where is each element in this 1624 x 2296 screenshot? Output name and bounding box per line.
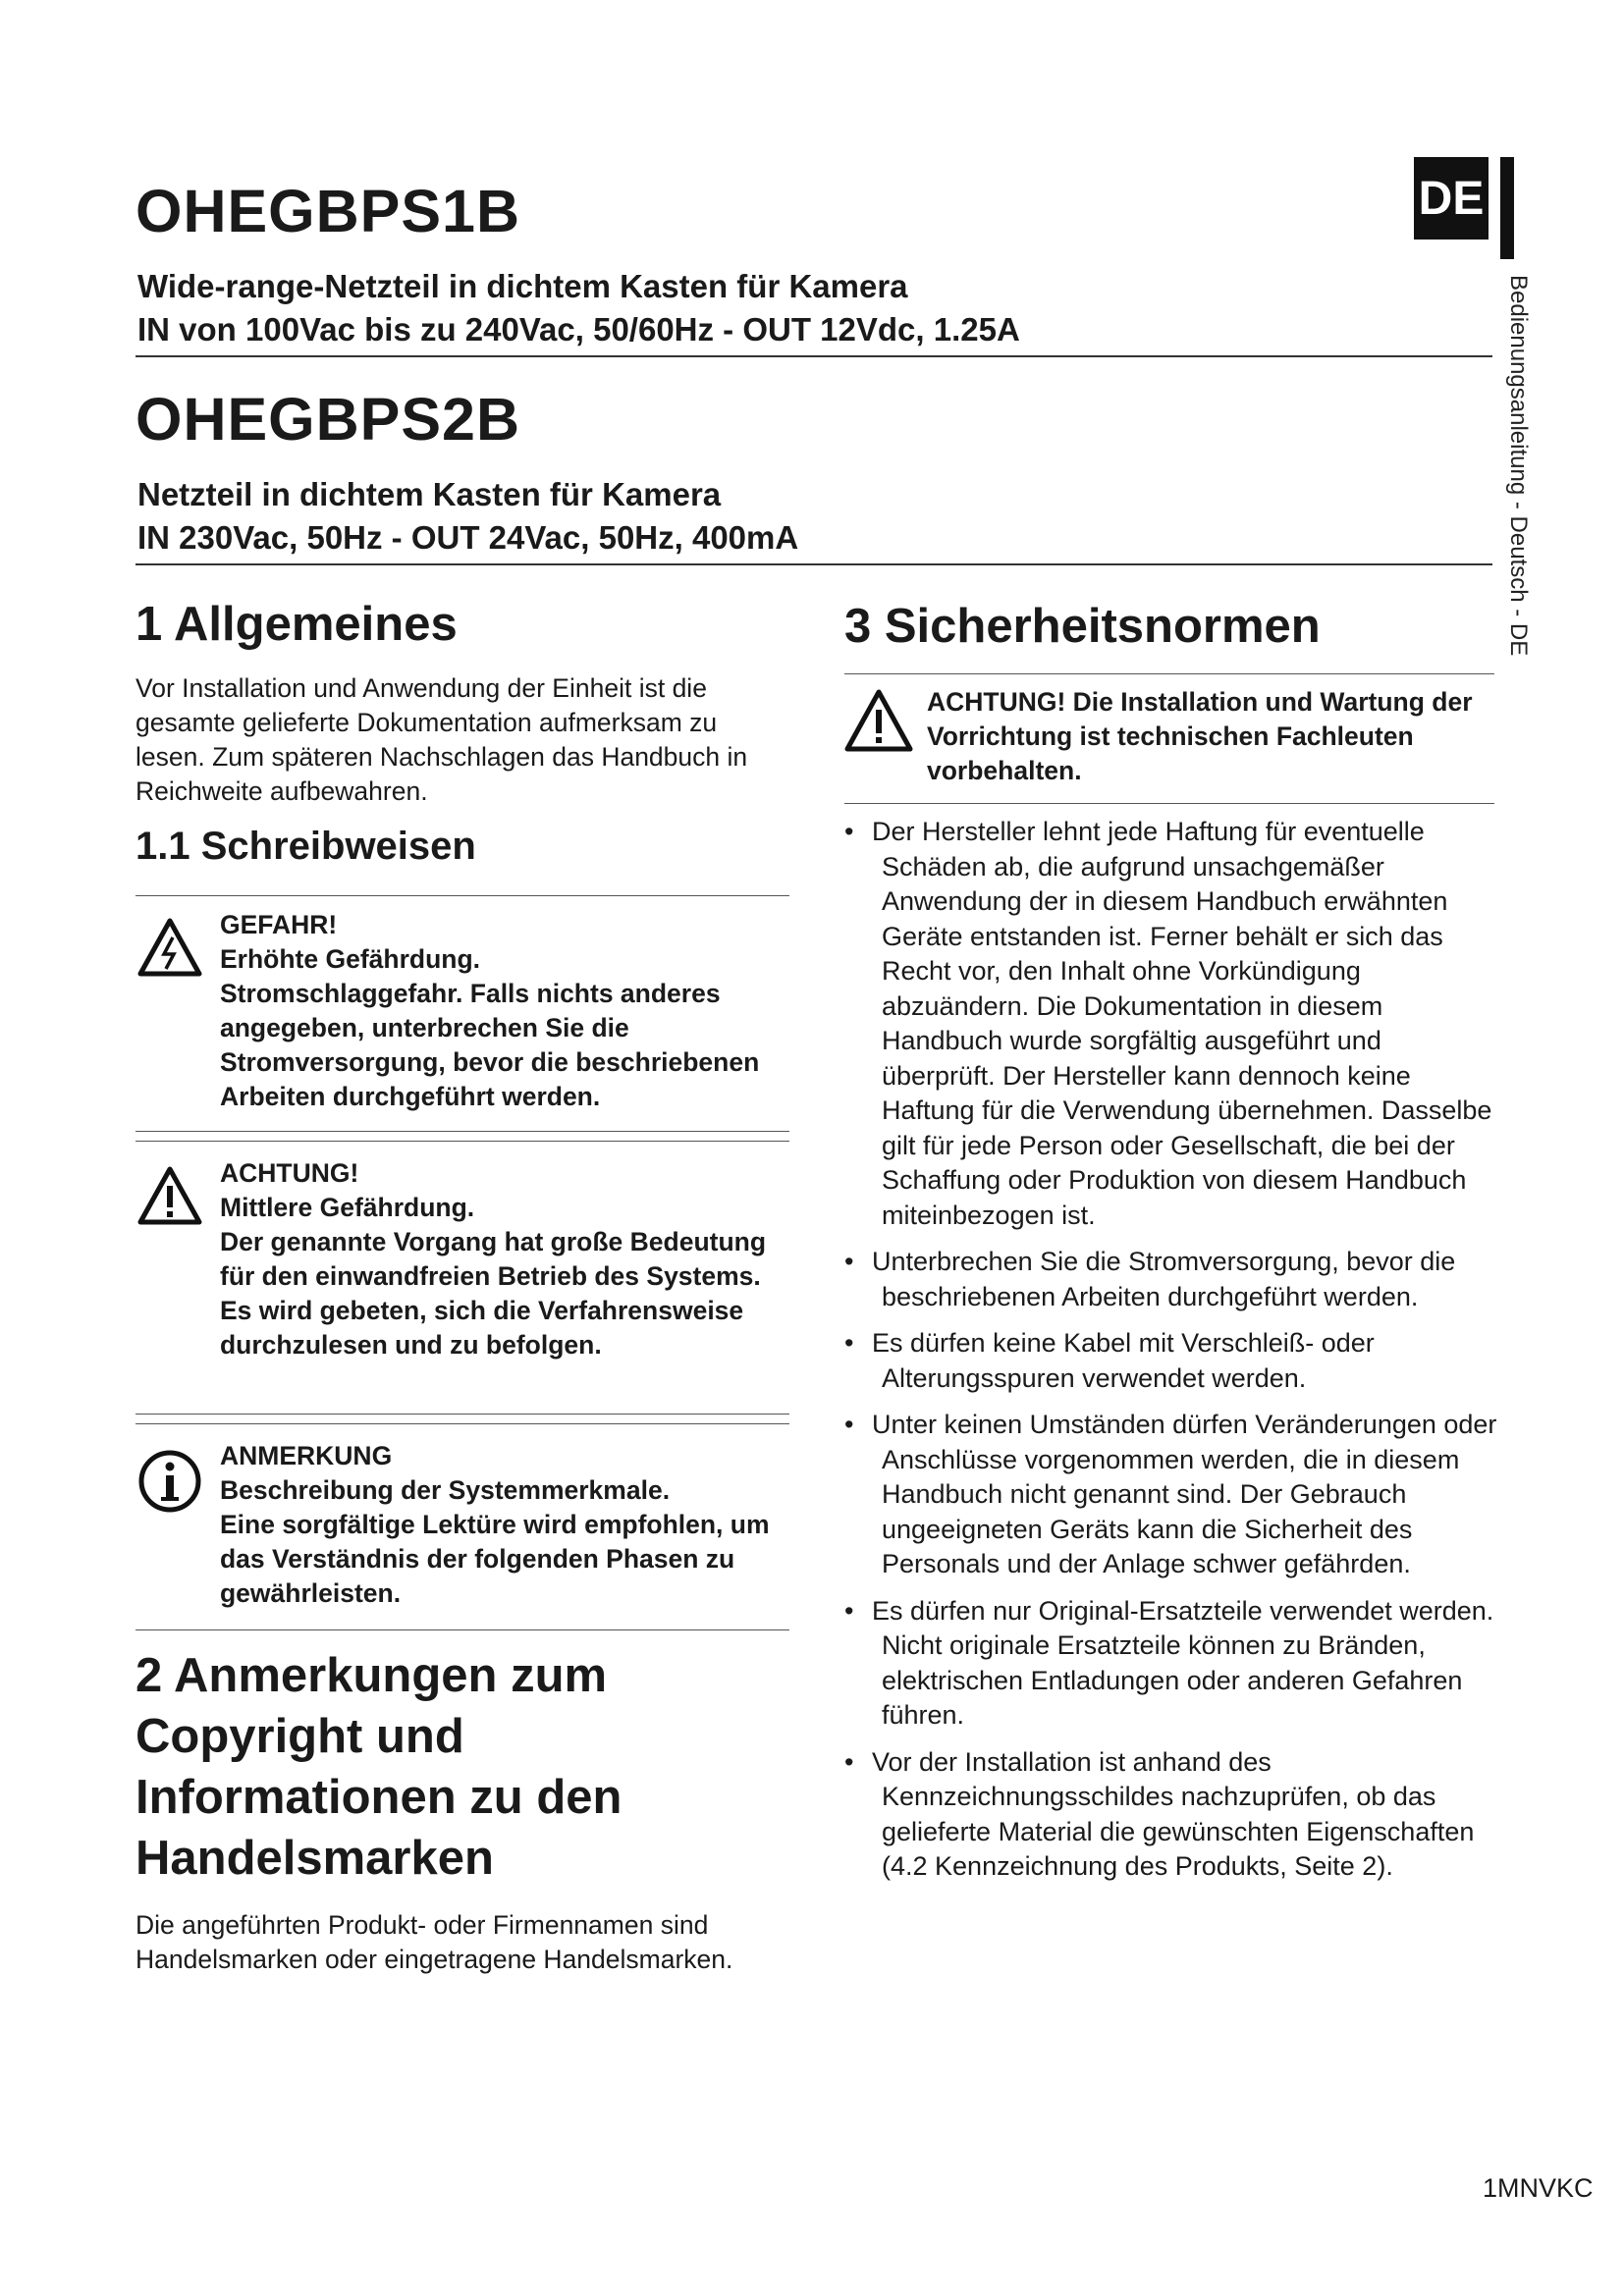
note-warning-line1: Mittlere Gefährdung. — [220, 1193, 475, 1222]
warning-icon — [137, 1166, 202, 1225]
section-1-body: Vor Installation und Anwendung der Einheit ist die gesamte gelieferte Dokumentation aufmerksam zu lesen. Zum späteren Nachschlagen das Handbuch in Reichweite aufbewahren. — [135, 673, 748, 806]
note-info-line2: Eine sorgfältige Lektüre wird empfohlen, um das Verständnis der folgenden Phasen zu gewährleisten. — [220, 1510, 770, 1608]
list-item: • Der Hersteller lehnt jede Haftung für eventuelle Schäden ab, die aufgrund unsachgemäßer Anwendung der in diesem Handbuch erwähnten Geräte entstanden ist. Ferner behält er sich das Recht vor, den Inhalt ohne Vorkündigung abzuändern. Die Dokumentation in diesem Handbuch wurde sorgfältig ausgeführt und überprüft. Der Hersteller kann dennoch keine Haftung für die Verwendung übernehmen. Dasselbe gilt für jede Person oder Gesellschaft, die bei der Schaffung oder Produktion von diesem Handbuch miteinbezogen ist. — [844, 815, 1500, 1233]
note-info — [220, 1439, 799, 1611]
divider — [844, 803, 1494, 804]
divider — [135, 1423, 789, 1424]
note-danger-line2: Stromschlaggefahr. Falls nichts anderes angegeben, unterbrechen Sie die Stromversorgung, bevor die beschriebenen Arbeiten durchgeführt werden. — [220, 979, 760, 1111]
note-danger — [220, 908, 799, 1114]
note-info-head: ANMERKUNG — [220, 1441, 393, 1470]
divider — [135, 1141, 789, 1142]
model1-desc-line2: IN von 100Vac bis zu 240Vac, 50/60Hz - OUT 12Vdc, 1.25A — [137, 311, 1020, 347]
divider — [844, 673, 1494, 674]
model1-title: OHEGBPS1B — [135, 178, 521, 244]
divider — [135, 355, 1492, 357]
info-icon — [137, 1449, 202, 1514]
model2-desc-line1: Netzteil in dichtem Kasten für Kamera — [137, 476, 722, 512]
list-item: • Es dürfen nur Original-Ersatzteile verwendet werden. Nicht originale Ersatzteile können zu Bränden, elektrischen Entladungen oder anderen Gefahren führen. — [844, 1594, 1500, 1734]
note-warning-head: ACHTUNG! — [220, 1158, 359, 1188]
model2-desc — [137, 473, 798, 560]
note-info-line1: Beschreibung der Systemmerkmale. — [220, 1475, 671, 1505]
model2-title: OHEGBPS2B — [135, 386, 521, 453]
section-1-1-title: 1.1 Schreibweisen — [135, 825, 476, 868]
section-3-warning: ACHTUNG! Die Installation und Wartung der Vorrichtung ist technischen Fachleuten vorbehalten. — [927, 687, 1473, 785]
list-item: • Es dürfen keine Kabel mit Verschleiß- oder Alterungsspuren verwendet werden. — [844, 1326, 1500, 1396]
divider — [135, 1629, 789, 1630]
document-code: 1MNVKC — [1483, 2173, 1594, 2203]
model2-desc-line2: IN 230Vac, 50Hz - OUT 24Vac, 50Hz, 400mA — [137, 519, 799, 556]
model1-desc — [137, 265, 1020, 351]
note-danger-line1: Erhöhte Gefährdung. — [220, 944, 480, 974]
divider — [135, 895, 789, 896]
section-2-body: Die angeführten Produkt- oder Firmennamen sind Handelsmarken oder eingetragene Handelsmarken. — [135, 1910, 733, 1974]
list-item: • Vor der Installation ist anhand des Kennzeichnungsschildes nachzuprüfen, ob das gelieferte Material die gewünschten Eigenschaften (4.2 Kennzeichnung des Produkts, Seite 2). — [844, 1745, 1500, 1885]
model1-desc-line1: Wide-range-Netzteil in dichtem Kasten für Kamera — [137, 268, 908, 304]
note-danger-head: GEFAHR! — [220, 910, 338, 939]
list-item: • Unterbrechen Sie die Stromversorgung, bevor die beschriebenen Arbeiten durchgeführt werden. — [844, 1245, 1500, 1314]
section-3-title: 3 Sicherheitsnormen — [844, 600, 1321, 653]
section-2-title: 2 Anmerkungen zum Copyright und Informationen zu den Handelsmarken — [135, 1649, 623, 1885]
side-bar-marker — [1500, 157, 1514, 259]
electric-hazard-icon — [137, 918, 202, 977]
side-label: Bedienungsanleitung - Deutsch - DE — [1505, 275, 1532, 657]
language-badge: DE — [1414, 157, 1489, 240]
divider — [135, 1131, 789, 1132]
list-item: • Unter keinen Umständen dürfen Veränderungen oder Anschlüsse vorgenommen werden, die in diesem Handbuch nicht genannt sind. Der Gebrauch ungeeigneten Geräts kann die Sicherheit des Personals und der Anlage schwer gefährden. — [844, 1408, 1500, 1582]
safety-list — [844, 815, 1500, 1896]
divider — [135, 563, 1492, 565]
section-1-title: 1 Allgemeines — [135, 598, 458, 651]
note-warning — [220, 1156, 799, 1362]
divider — [135, 1414, 789, 1415]
warning-icon — [844, 689, 913, 752]
note-warning-line2: Der genannte Vorgang hat große Bedeutung für den einwandfreien Betrieb des Systems. Es wird gebeten, sich die Verfahrensweise durchzulesen und zu befolgen. — [220, 1227, 767, 1360]
